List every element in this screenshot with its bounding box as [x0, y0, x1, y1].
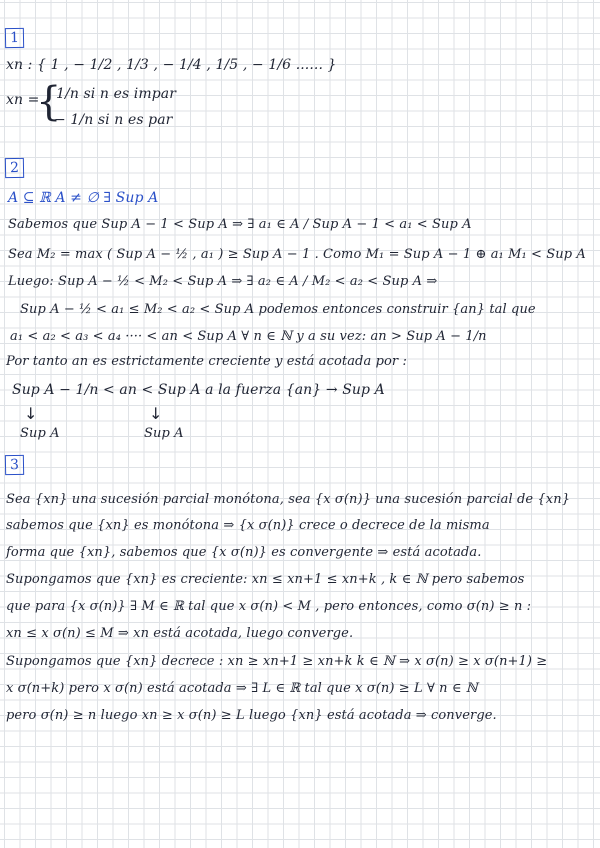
section-2-line-3: Luego: Sup A − ½ < M₂ < Sup A ⇒ ∃ a₂ ∈ A / M₂ < a₂ < Sup A ⇒: [8, 274, 438, 289]
section-2-line-4: Sup A − ½ < a₁ ≤ M₂ < a₂ < Sup A podemos entonces construir {an} tal que: [20, 302, 536, 317]
section-3-line-5: que para {x σ(n)} ∃ M ∈ ℝ tal que x σ(n) < M , pero entonces, como σ(n) ≥ n :: [6, 599, 532, 614]
section-1-case-even: − 1/n si n es par: [54, 112, 173, 128]
section-3-line-9: pero σ(n) ≥ n luego xn ≥ x σ(n) ≥ L luego {xn} está acotada ⇒ converge.: [6, 708, 497, 723]
section-2-heading: A ⊆ ℝ A ≠ ∅ ∃ Sup A: [8, 190, 159, 206]
section-3-line-8: x σ(n+k) pero x σ(n) está acotada ⇒ ∃ L ∈ ℝ tal que x σ(n) ≥ L ∀ n ∈ ℕ: [6, 681, 478, 696]
section-2-line-7: Sup A − 1/n < an < Sup A a la fuerza {an} → Sup A: [12, 382, 385, 398]
section-2-line-1: Sabemos que Sup A − 1 < Sup A ⇒ ∃ a₁ ∈ A / Sup A − 1 < a₁ < Sup A: [8, 217, 472, 232]
section-2-number: 2: [5, 158, 24, 178]
section-2-limit-left: Sup A: [20, 426, 60, 441]
section-1-sequence-line: xn : { 1 , − 1/2 , 1/3 , − 1/4 , 1/5 , − 1/6 ...... }: [6, 57, 337, 73]
section-3-line-2: sabemos que {xn} es monótona ⇒ {x σ(n)} crece o decrece de la misma: [6, 518, 490, 533]
down-arrow-icon: ↓: [149, 404, 163, 423]
down-arrow-icon: ↓: [24, 404, 38, 423]
section-1-number: 1: [5, 28, 24, 48]
section-2-limit-right: Sup A: [144, 426, 184, 441]
section-3-line-6: xn ≤ x σ(n) ≤ M ⇒ xn está acotada, luego converge.: [6, 626, 354, 641]
section-2-line-2: Sea M₂ = max ( Sup A − ½ , a₁ ) ≥ Sup A − 1 . Como M₁ = Sup A − 1 ⊕ a₁ M₁ < Sup A: [8, 247, 586, 262]
section-3-line-7: Supongamos que {xn} decrece : xn ≥ xn+1 ≥ xn+k k ∈ ℕ ⇒ x σ(n) ≥ x σ(n+1) ≥: [6, 654, 548, 669]
section-1-piecewise-brace: {: [36, 79, 62, 125]
section-1-case-odd: 1/n si n es impar: [56, 86, 177, 102]
section-3-line-3: forma que {xn}, sabemos que {x σ(n)} es convergente ⇒ está acotada.: [6, 545, 482, 560]
section-2-line-5: a₁ < a₂ < a₃ < a₄ ···· < an < Sup A ∀ n ∈ ℕ y a su vez: an > Sup A − 1/n: [10, 329, 487, 344]
section-3-line-1: Sea {xn} una sucesión parcial monótona, sea {x σ(n)} una sucesión parcial de {xn}: [6, 492, 571, 507]
section-3-number: 3: [5, 455, 24, 475]
section-3-line-4: Supongamos que {xn} es creciente: xn ≤ xn+1 ≤ xn+k , k ∈ ℕ pero sabemos: [6, 572, 525, 587]
section-2-line-6: Por tanto an es estrictamente creciente y está acotada por :: [6, 354, 407, 369]
section-1-xn-label: xn =: [6, 92, 40, 108]
